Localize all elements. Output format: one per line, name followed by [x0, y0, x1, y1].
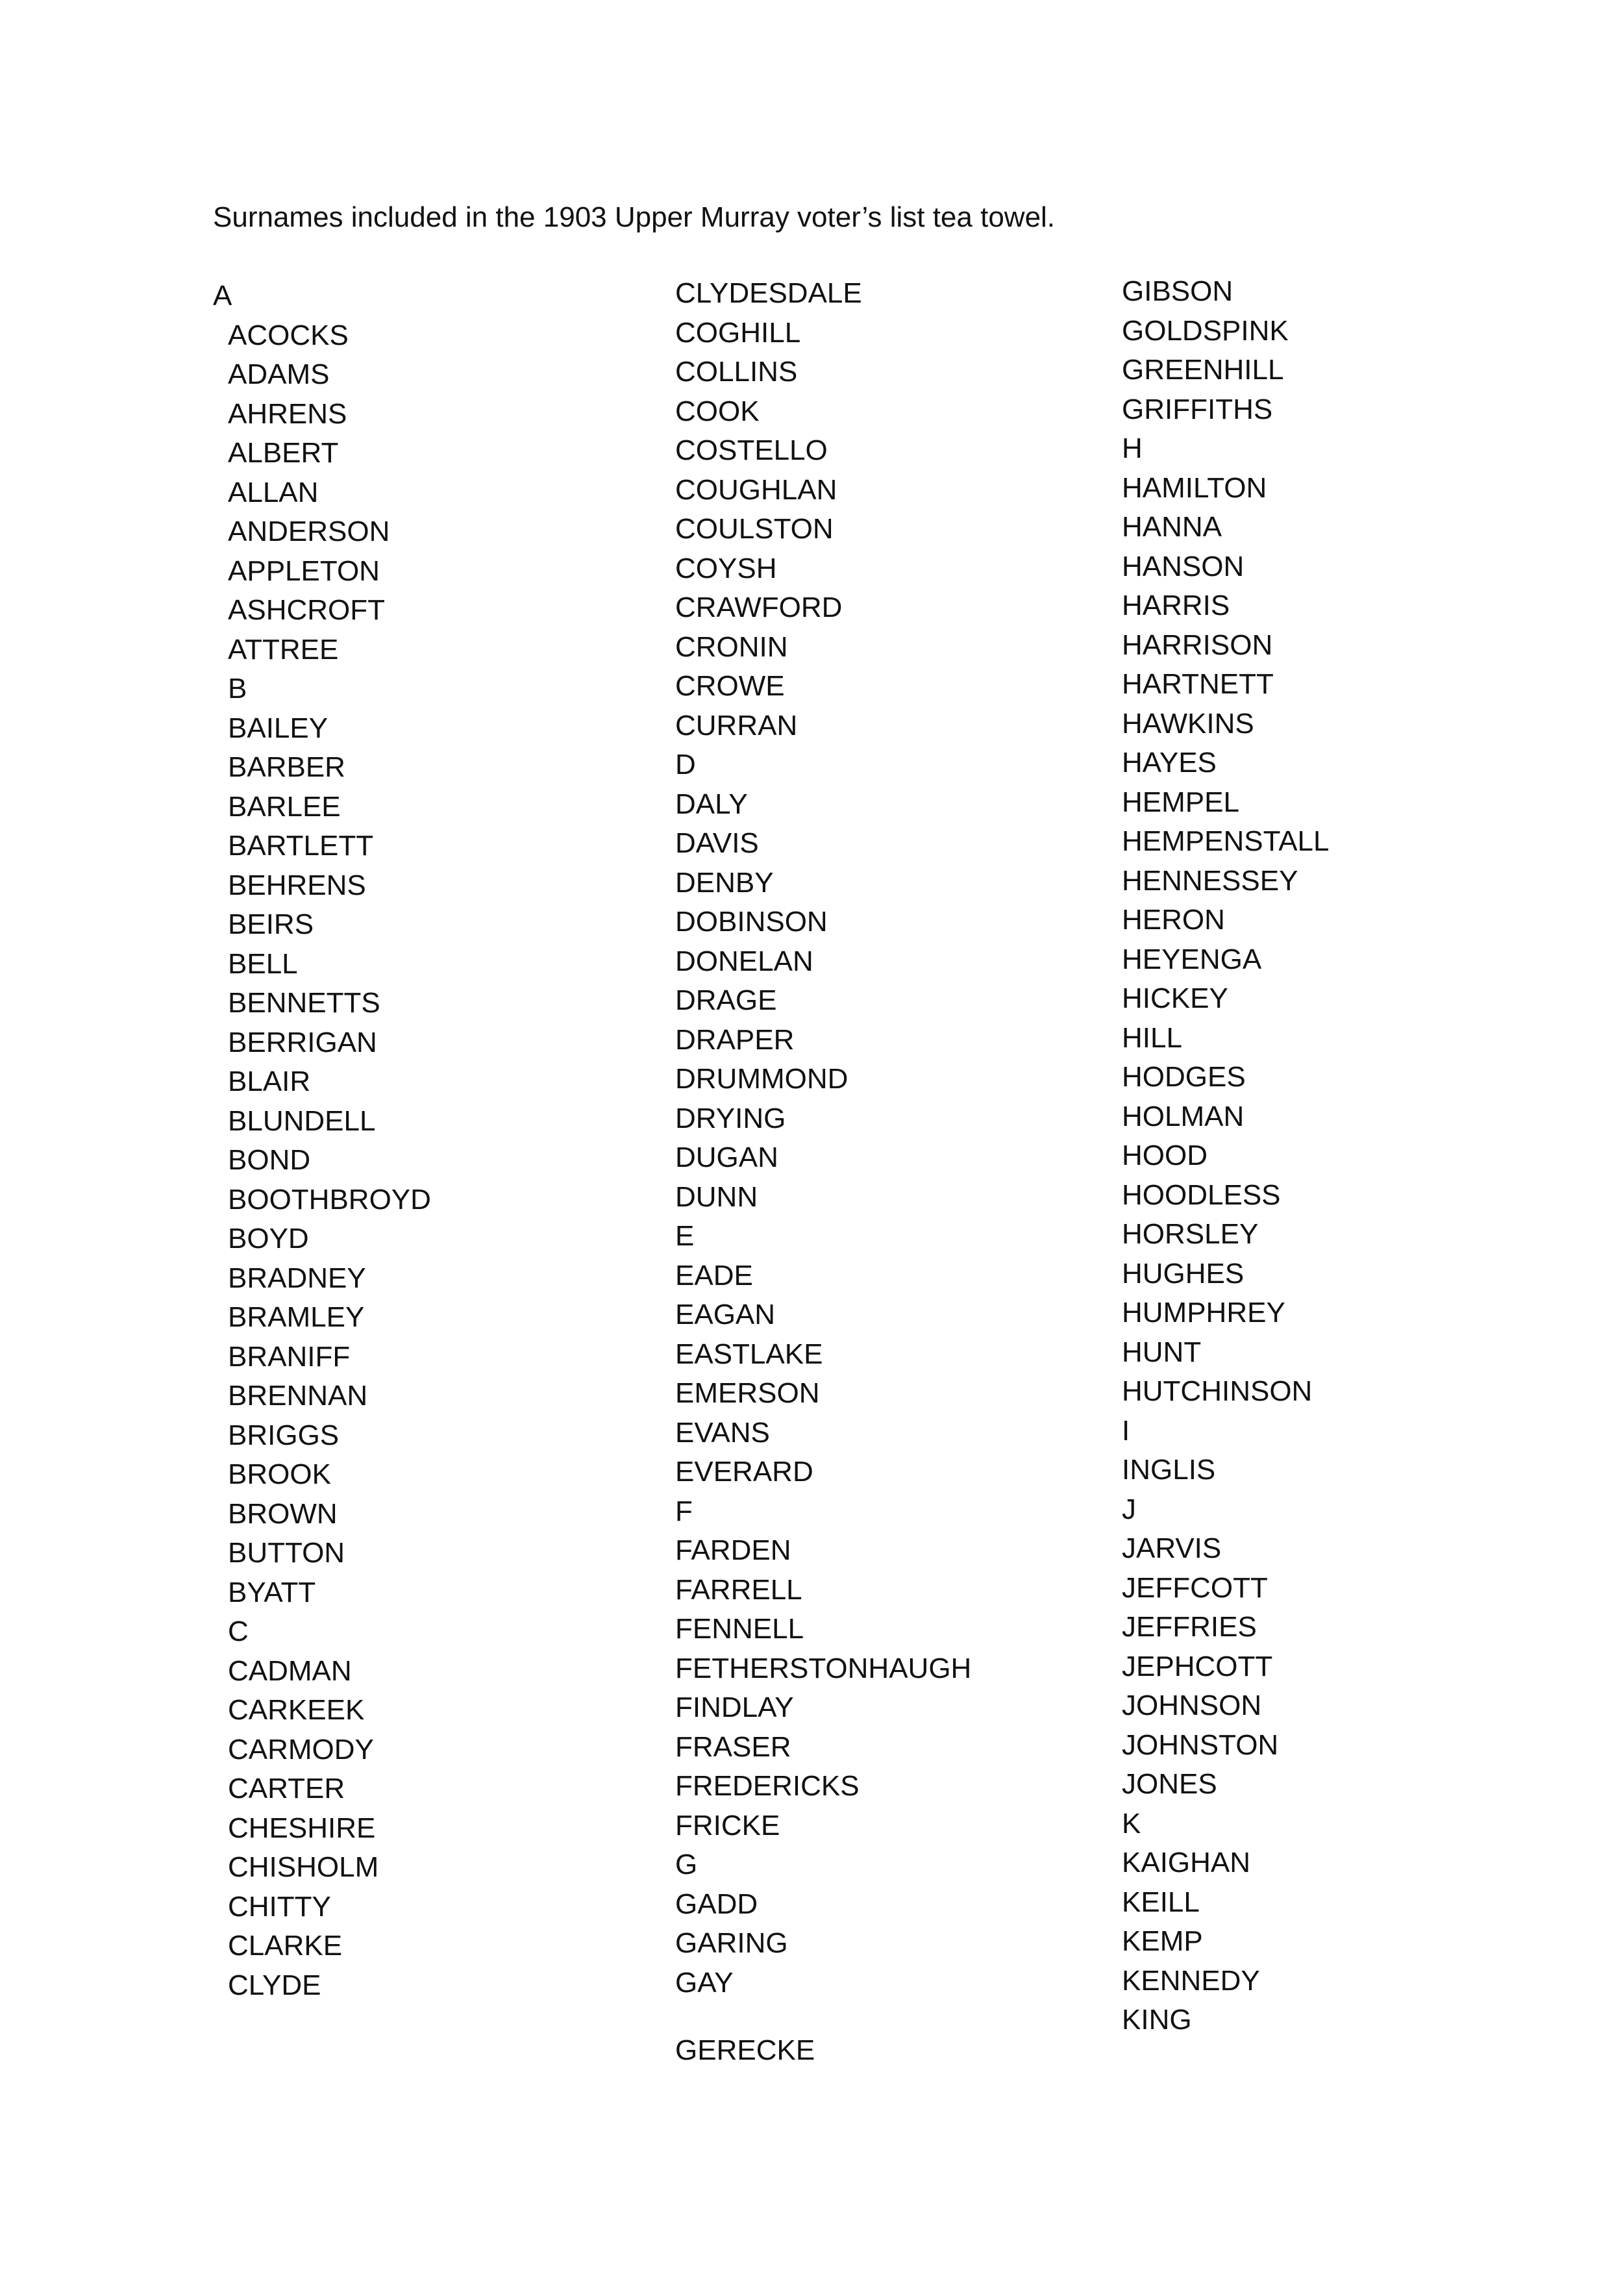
surname-entry: EADE — [675, 1259, 753, 1292]
surname-entry: BRENNAN — [228, 1380, 368, 1412]
surname-entry: ATTREE — [228, 633, 339, 666]
surname-entry: HUMPHREY — [1122, 1297, 1285, 1329]
surname-entry: GADD — [675, 1888, 758, 1920]
surname-entry: CLYDESDALE — [675, 277, 862, 309]
surname-entry: BYATT — [228, 1576, 316, 1608]
letter-heading: D — [675, 749, 696, 780]
surname-entry: HANSON — [1122, 550, 1245, 582]
surname-entry: GRIFFITHS — [1122, 393, 1273, 425]
surname-entry: HENNESSEY — [1122, 864, 1298, 897]
letter-heading: B — [228, 673, 247, 705]
surname-entry: COSTELLO — [675, 434, 828, 466]
surname-entry: HUTCHINSON — [1122, 1375, 1313, 1407]
surname-entry: DALY — [675, 788, 748, 820]
surname-entry: HARRISON — [1122, 629, 1273, 661]
surname-entry: DRAPER — [675, 1023, 795, 1056]
surname-entry: JEPHCOTT — [1122, 1650, 1273, 1682]
surname-entry: HAMILTON — [1122, 471, 1267, 504]
surname-entry: CLARKE — [228, 1930, 343, 1962]
surname-entry: CARTER — [228, 1773, 345, 1804]
surname-entry: CRONIN — [675, 630, 788, 663]
surname-entry: HERON — [1122, 904, 1225, 936]
surname-entry: CROWE — [675, 670, 785, 702]
surname-entry-overlapping: GERECKE — [675, 2034, 815, 2066]
surname-entry: JEFFCOTT — [1122, 1571, 1268, 1604]
surname-entry: BOOTHBROYD — [228, 1183, 431, 1216]
surname-entry: GIBSON — [1122, 275, 1233, 307]
surname-entry: HAYES — [1122, 747, 1217, 779]
surname-entry: AHRENS — [228, 397, 347, 430]
surname-entry: HOOD — [1122, 1140, 1208, 1171]
surname-entry: BENNETTS — [228, 987, 380, 1019]
surname-entry: BEHRENS — [228, 869, 366, 901]
surname-entry: ANDERSON — [228, 516, 390, 547]
surname-entry: BROOK — [228, 1458, 331, 1490]
surname-entry: DUNN — [675, 1180, 758, 1213]
surname-entry: DONELAN — [675, 945, 813, 977]
surname-entry: BERRIGAN — [228, 1026, 377, 1058]
letter-heading: K — [1122, 1807, 1141, 1840]
surname-entry: HEMPENSTALL — [1122, 825, 1330, 857]
surname-entry: COLLINS — [675, 356, 798, 388]
surname-entry: BRANIFF — [228, 1340, 351, 1373]
surname-entry: BEIRS — [228, 908, 314, 940]
surname-entry: DAVIS — [675, 827, 759, 859]
surname-entry: BOND — [228, 1144, 311, 1176]
surname-column-1 — [213, 277, 431, 2005]
surname-entry: HUNT — [1122, 1336, 1202, 1368]
surname-entry: BARLEE — [228, 790, 341, 823]
surname-entry: DUGAN — [675, 1142, 778, 1173]
surname-entry: ASHCROFT — [228, 594, 385, 626]
surname-entry: BOYD — [228, 1223, 309, 1254]
surname-entry: EVERARD — [675, 1456, 813, 1488]
surname-entry: FARDEN — [675, 1534, 791, 1566]
surname-entry: BLAIR — [228, 1066, 311, 1097]
surname-entry: COYSH — [675, 552, 777, 584]
surname-entry: BROWN — [228, 1497, 338, 1530]
surname-entry: HUGHES — [1122, 1257, 1245, 1290]
surname-column-3 — [1122, 272, 1330, 2040]
surname-entry: FINDLAY — [675, 1691, 794, 1723]
surname-entry: ALLAN — [228, 476, 319, 508]
surname-entry: JOHNSON — [1122, 1690, 1262, 1721]
surname-entry: CHISHOLM — [228, 1851, 379, 1883]
surname-entry: CARMODY — [228, 1733, 374, 1766]
surname-entry: HARRIS — [1122, 590, 1230, 621]
letter-heading: A — [213, 280, 232, 312]
surname-entry: HOODLESS — [1122, 1179, 1281, 1211]
surname-entry: HODGES — [1122, 1061, 1246, 1093]
surname-entry: COOK — [675, 395, 760, 427]
page-title: Surnames included in the 1903 Upper Murray voter’s list tea towel. — [213, 201, 1056, 233]
surname-entry: BARTLETT — [228, 830, 374, 862]
surname-entry: FRICKE — [675, 1809, 780, 1841]
surname-entry: HOLMAN — [1122, 1100, 1245, 1132]
surname-entry: HILL — [1122, 1021, 1182, 1054]
surname-entry: FREDERICKS — [675, 1770, 860, 1802]
surname-entry: DRAGE — [675, 984, 777, 1016]
letter-heading: H — [1122, 432, 1143, 464]
surname-entry: CADMAN — [228, 1654, 352, 1687]
surname-entry: EAGAN — [675, 1299, 776, 1330]
surname-entry: CARKEEK — [228, 1694, 365, 1726]
surname-entry: HARTNETT — [1122, 668, 1274, 700]
surname-entry: DOBINSON — [675, 906, 828, 938]
surname-entry: KENNEDY — [1122, 1964, 1260, 1997]
surname-entry: EASTLAKE — [675, 1338, 823, 1370]
surname-entry: APPLETON — [228, 555, 380, 587]
surname-entry: FRASER — [675, 1730, 791, 1763]
surname-entry: KAIGHAN — [1122, 1847, 1251, 1878]
surname-entry: KEILL — [1122, 1886, 1200, 1918]
surname-entry: INGLIS — [1122, 1454, 1216, 1486]
surname-entry: GARING — [675, 1927, 788, 1959]
surname-entry: GOLDSPINK — [1122, 314, 1289, 347]
surname-entry: BRIGGS — [228, 1419, 340, 1451]
surname-entry: DENBY — [675, 866, 774, 899]
surname-entry: BELL — [228, 947, 298, 980]
surname-entry: BARBER — [228, 751, 345, 783]
surname-entry: DRYING — [675, 1102, 786, 1134]
surname-entry: ACOCKS — [228, 319, 349, 351]
surname-entry: HEMPEL — [1122, 786, 1239, 818]
surname-entry: FENNELL — [675, 1613, 804, 1645]
surname-entry: COULSTON — [675, 513, 834, 545]
surname-entry: EVANS — [675, 1416, 770, 1449]
surname-entry: COGHILL — [675, 316, 801, 349]
surname-entry: HAWKINS — [1122, 707, 1254, 740]
surname-entry: HEYENGA — [1122, 943, 1262, 975]
surname-entry: BUTTON — [228, 1537, 345, 1569]
surname-entry: JEFFRIES — [1122, 1611, 1257, 1643]
surname-entry: ALBERT — [228, 437, 339, 469]
letter-heading: C — [228, 1616, 249, 1647]
surname-entry: CHESHIRE — [228, 1812, 376, 1844]
surname-entry: JOHNSTON — [1122, 1728, 1279, 1761]
surname-entry: GAY — [675, 1966, 734, 1999]
surname-entry: CLYDE — [228, 1969, 321, 2001]
surname-entry: JARVIS — [1122, 1532, 1222, 1564]
surname-entry: BLUNDELL — [228, 1104, 376, 1137]
surname-entry: EMERSON — [675, 1377, 820, 1409]
letter-heading: G — [675, 1849, 698, 1880]
surname-entry: BRADNEY — [228, 1262, 366, 1294]
letter-heading: E — [675, 1220, 695, 1252]
surname-entry: BAILEY — [228, 712, 328, 744]
surname-entry: HANNA — [1122, 511, 1222, 543]
surname-entry: JONES — [1122, 1768, 1217, 1800]
surname-entry: FARRELL — [675, 1573, 802, 1606]
surname-entry: COUGHLAN — [675, 473, 837, 506]
surname-entry: KING — [1122, 2004, 1192, 2036]
surname-entry: KEMP — [1122, 1925, 1203, 1957]
surname-entry: CURRAN — [675, 709, 798, 742]
surname-entry: CHITTY — [228, 1890, 331, 1923]
surname-entry: ADAMS — [228, 358, 330, 390]
surname-entry: CRAWFORD — [675, 592, 843, 623]
surname-entry: HICKEY — [1122, 982, 1228, 1014]
surname-entry: BRAMLEY — [228, 1301, 365, 1333]
surname-entry: DRUMMOND — [675, 1063, 849, 1095]
letter-heading: J — [1122, 1493, 1136, 1525]
surname-entry: FETHERSTONHAUGH — [675, 1652, 972, 1684]
surname-column-2 — [675, 274, 971, 2003]
letter-heading: I — [1122, 1414, 1130, 1447]
letter-heading: F — [675, 1495, 693, 1527]
surname-entry: HORSLEY — [1122, 1218, 1259, 1250]
surname-entry: GREENHILL — [1122, 354, 1284, 386]
